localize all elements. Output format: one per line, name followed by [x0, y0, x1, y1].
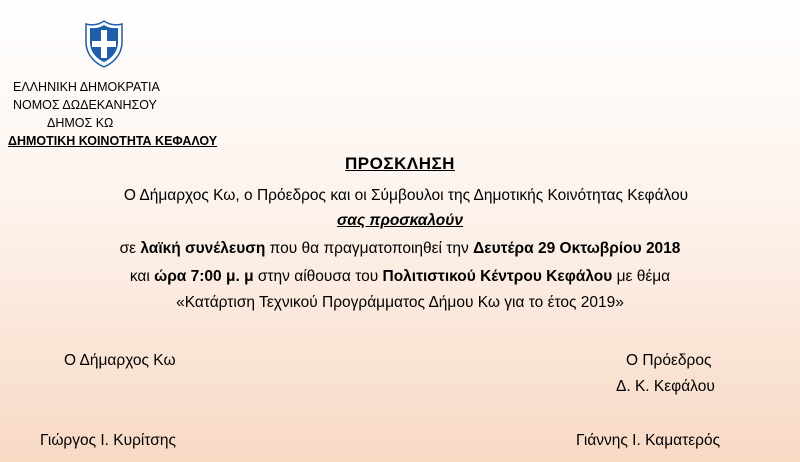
header-prefecture: ΝΟΜΟΣ ΔΩΔΕΚΑΝΗΣΟΥ: [13, 98, 157, 112]
line3-text-2: που θα πραγματοποιηθεί την: [265, 240, 474, 257]
header-country: ΕΛΛΗΝΙΚΗ ΔΗΜΟΚΡΑΤΙΑ: [13, 80, 160, 94]
invitation-line-2: σας προσκαλούν: [336, 212, 464, 229]
line4-text-3: με θέμα: [612, 268, 671, 285]
invitation-line-4: [0, 268, 800, 286]
greek-coat-of-arms-icon: [84, 20, 124, 68]
invitation-line-3: [0, 240, 800, 258]
right-signatory-title: Ο Πρόεδρος: [626, 352, 712, 369]
right-signatory-name: Γιάννης Ι. Καματερός: [576, 432, 721, 449]
page-title: ΠΡΟΣΚΛΗΣΗ: [345, 154, 455, 173]
left-signatory-name: Γιώργος Ι. Κυρίτσης: [40, 432, 176, 449]
right-signatory-subtitle: Δ. Κ. Κεφάλου: [616, 378, 715, 395]
meeting-date: Δευτέρα 29 Οκτωβρίου 2018: [473, 240, 681, 257]
header-community: ΔΗΜΟΤΙΚΗ ΚΟΙΝΟΤΗΤΑ ΚΕΦΑΛΟΥ: [8, 134, 218, 148]
header-municipality: ΔΗΜΟΣ ΚΩ: [47, 116, 114, 130]
line4-text-2: στην αίθουσα του: [253, 268, 383, 285]
invitation-line-1: Ο Δήμαρχος Κω, ο Πρόεδρος και οι Σύμβουλοι της Δημοτικής Κοινότητας Κεφάλου: [123, 187, 689, 204]
left-signatory-title: Ο Δήμαρχος Κω: [64, 352, 176, 369]
meeting-venue: Πολιτιστικού Κέντρου Κεφάλου: [382, 268, 613, 285]
meeting-subject: «Κατάρτιση Τεχνικού Προγράμματος Δήμου Κω για το έτος 2019»: [176, 294, 624, 311]
line3-text-1: σε: [119, 240, 141, 257]
meeting-type: λαϊκή συνέλευση: [140, 240, 266, 257]
line4-text-1: και: [129, 268, 155, 285]
meeting-time: ώρα 7:00 μ. μ: [154, 268, 254, 285]
